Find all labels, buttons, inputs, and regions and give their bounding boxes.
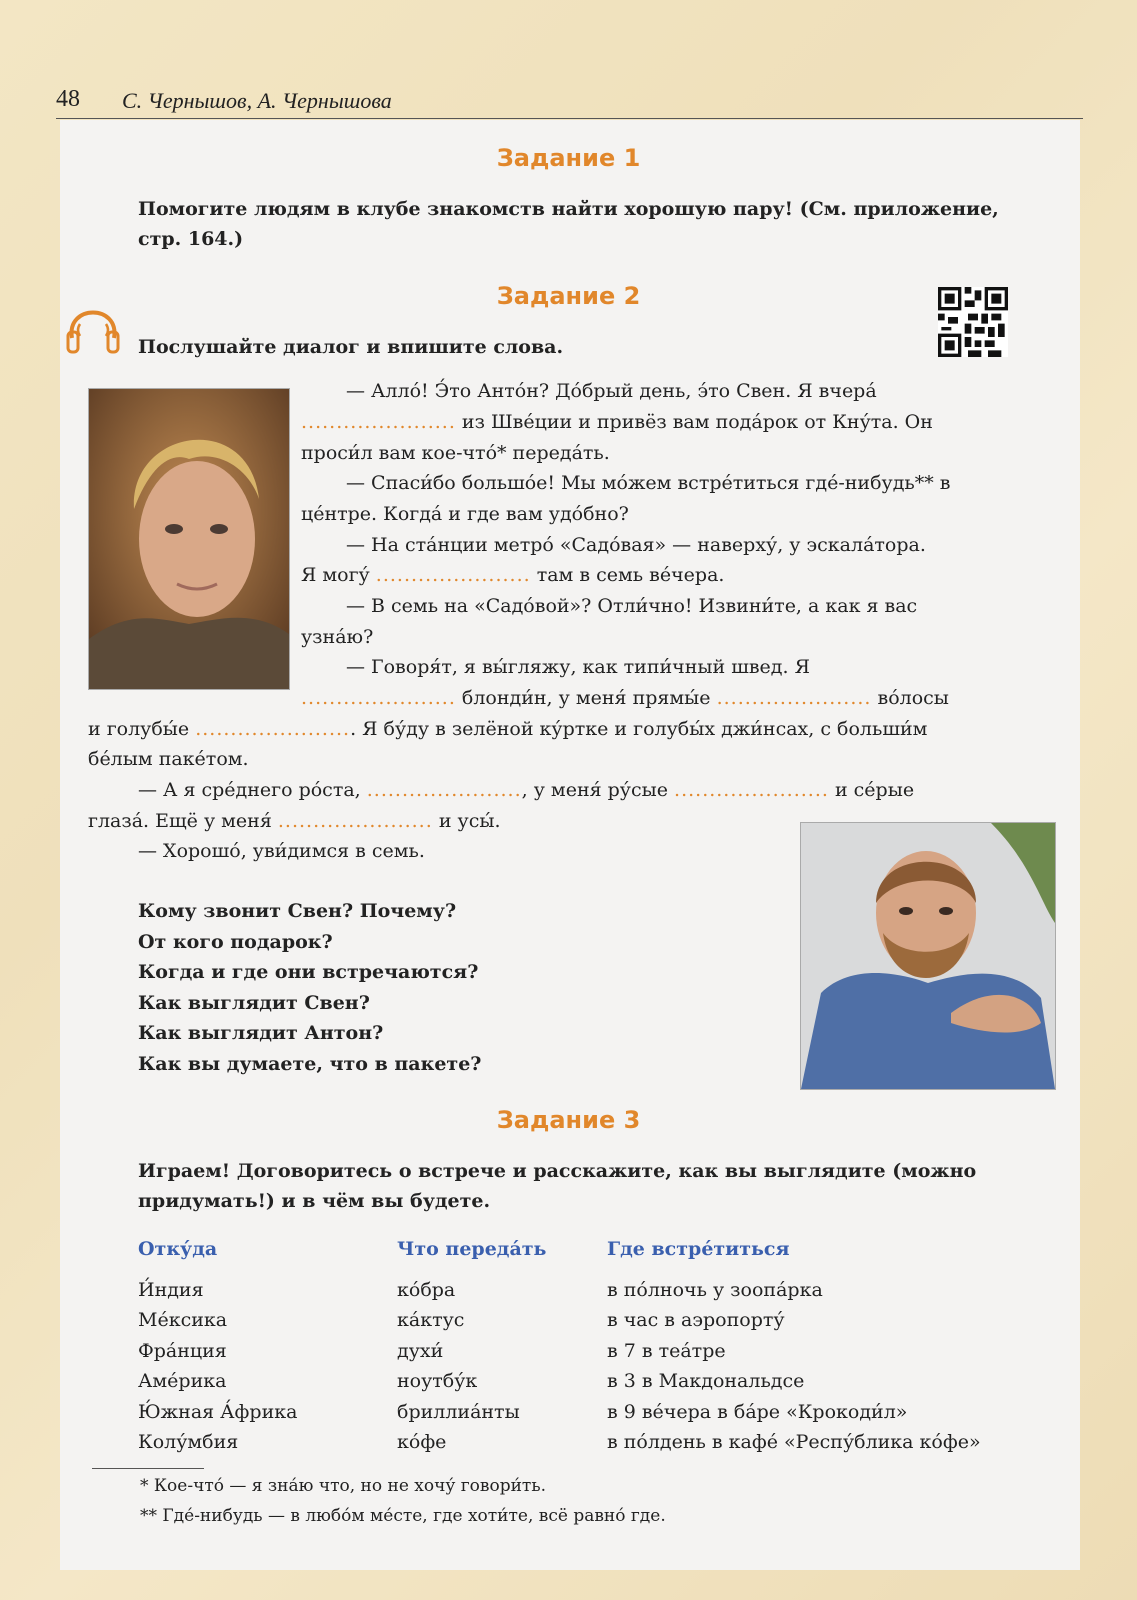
blank-4[interactable]: ...................... bbox=[716, 687, 872, 709]
footnote-divider bbox=[92, 1468, 204, 1469]
column-where bbox=[607, 1234, 981, 1458]
blank-8[interactable]: ...................... bbox=[277, 810, 433, 832]
dialog-line-10: — Говоря́т, я вы́гляжу, как типи́чный швед. Я bbox=[346, 656, 810, 678]
dialog-line-1: — Алло́! Э́то Анто́н? До́брый день, э́то Свен. Я вчера́ bbox=[346, 380, 877, 402]
cell-where: в по́лночь у зоопа́рка bbox=[607, 1278, 823, 1301]
column-what bbox=[397, 1234, 546, 1458]
cell-what: ка́ктус bbox=[397, 1309, 465, 1331]
blank-6[interactable]: ...................... bbox=[366, 779, 522, 801]
cell-from: Ю́жная А́фрика bbox=[138, 1400, 298, 1423]
dialog-line-15 bbox=[88, 806, 501, 837]
running-header bbox=[56, 84, 1083, 119]
question: От кого подарок? bbox=[138, 930, 333, 953]
dialog-line-5: це́нтре. Когда́ и где вам удо́бно? bbox=[301, 503, 629, 525]
cell-where: в по́лдень в кафе́ «Респу́блика ко́фе» bbox=[607, 1431, 981, 1453]
cell-what: ноутбу́к bbox=[397, 1370, 478, 1392]
task1-instruction-line1: Помогите людям в клубе знакомств найти хорошую пару! (См. приложение, bbox=[138, 198, 999, 220]
blank-2[interactable]: ...................... bbox=[375, 564, 531, 586]
task2-title: Задание 2 bbox=[496, 282, 641, 310]
anton-photo bbox=[800, 822, 1056, 1090]
cell-where: в час в аэропорту́ bbox=[607, 1309, 785, 1331]
dialog-line-13: бе́лым паке́том. bbox=[88, 748, 249, 770]
dialog-line-7 bbox=[301, 560, 724, 591]
cell-where: в 3 в Макдональдсе bbox=[607, 1370, 805, 1392]
footnote-2: ** Где́-нибудь — в любо́м ме́сте, где хоти́те, всё равно́ где. bbox=[140, 1506, 666, 1526]
dialog-line-2 bbox=[301, 407, 933, 438]
dialog-line-14 bbox=[138, 775, 914, 806]
headphones-icon bbox=[60, 294, 126, 370]
task1-title: Задание 1 bbox=[496, 144, 641, 172]
blank-7[interactable]: ...................... bbox=[674, 779, 829, 801]
dialog-line-8: — В семь на «Садо́вой»? Отли́чно! Извини́те, а как я вас bbox=[346, 595, 918, 617]
blank-5[interactable]: ...................... bbox=[195, 718, 351, 740]
dialog-line-4: — Спаси́бо большо́е! Мы мо́жем встре́титься где́-нибудь** в bbox=[346, 472, 951, 494]
dialog-line-7-text-b: там в семь ве́чера. bbox=[536, 564, 725, 586]
dialog-line-16: — Хорошо́, уви́димся в семь. bbox=[138, 840, 425, 862]
cell-what: ко́бра bbox=[397, 1278, 456, 1301]
cell-what: духи́ bbox=[397, 1339, 444, 1362]
cell-from: Аме́рика bbox=[138, 1370, 227, 1392]
dialog-line-11-text-b: блонди́н, у меня́ прямы́е bbox=[461, 687, 711, 709]
dialog-line-15-text-b: и усы́. bbox=[438, 810, 501, 832]
task3-instruction-line2: придумать!) и в чём вы будете. bbox=[138, 1190, 491, 1212]
question: Как выглядит Антон? bbox=[138, 1022, 384, 1044]
cell-from: И́ндия bbox=[138, 1278, 204, 1301]
dialog-line-12-text-b: . Я бу́ду в зелёной ку́ртке и голубы́х джи́нсах, с больши́м bbox=[350, 718, 928, 740]
column-header-from: Отку́да bbox=[138, 1238, 218, 1260]
cell-from: Фра́нция bbox=[138, 1339, 227, 1362]
question: Как вы думаете, что в пакете? bbox=[138, 1052, 482, 1075]
authors: С. Чернышов, А. Чернышова bbox=[122, 88, 392, 113]
column-header-where: Где встре́титься bbox=[607, 1238, 790, 1260]
task1-instruction-line2: стр. 164.) bbox=[138, 228, 244, 250]
column-from bbox=[138, 1234, 297, 1458]
footnote-1: * Кое-что́ — я зна́ю что, но не хочу́ говори́ть. bbox=[140, 1476, 546, 1496]
task3-instruction-line1: Играем! Договоритесь о встрече и расскажите, как вы выглядите (можно bbox=[138, 1160, 977, 1182]
dialog-line-2-text: из Шве́ции и привёз вам пода́рок от Кну́та. Он bbox=[461, 411, 933, 433]
dialog-line-6: — На ста́нции метро́ «Садо́вая» — наверху́, у эскала́тора. bbox=[346, 534, 926, 556]
question: Кому звонит Свен? Почему? bbox=[138, 900, 457, 922]
dialog-line-3: проси́л вам кое-что́* переда́ть. bbox=[301, 442, 610, 464]
task2-instruction: Послушайте диалог и впишите слова. bbox=[138, 336, 564, 358]
blank-1[interactable]: ...................... bbox=[301, 411, 456, 433]
dialog-line-7-text-a: Я могу́ bbox=[301, 564, 370, 586]
cell-what: бриллиа́нты bbox=[397, 1400, 520, 1423]
cell-from: Ме́ксика bbox=[138, 1309, 228, 1331]
blank-3[interactable]: ...................... bbox=[301, 687, 456, 709]
dialog-line-9: узна́ю? bbox=[301, 626, 374, 648]
dialog-line-12-text-a: и голубы́е bbox=[88, 718, 190, 740]
dialog-line-12 bbox=[88, 714, 927, 745]
dialog-line-14-text-a: — А я сре́днего ро́ста, bbox=[138, 779, 361, 801]
question: Когда и где они встречаются? bbox=[138, 961, 479, 983]
dialog-line-11-text-c: во́лосы bbox=[877, 687, 949, 709]
task3-title: Задание 3 bbox=[496, 1106, 641, 1134]
sven-photo bbox=[88, 388, 290, 690]
question: Как выглядит Свен? bbox=[138, 991, 370, 1014]
cell-from: Колу́мбия bbox=[138, 1431, 239, 1453]
dialog-line-11 bbox=[301, 683, 949, 714]
cell-where: в 9 ве́чера в ба́ре «Крокоди́л» bbox=[607, 1400, 908, 1423]
cell-where: в 7 в теа́тре bbox=[607, 1339, 726, 1362]
dialog-line-14-text-c: и се́рые bbox=[834, 779, 915, 801]
cell-what: ко́фе bbox=[397, 1431, 447, 1453]
task3-instruction bbox=[138, 1156, 1058, 1216]
dialog-line-14-text-b: , у меня́ ру́сые bbox=[521, 779, 668, 801]
page-number: 48 bbox=[56, 86, 80, 112]
column-header-what: Что переда́ть bbox=[397, 1238, 547, 1260]
task1-instruction bbox=[138, 194, 1058, 254]
dialog-line-15-text-a: глаза́. Ещё у меня́ bbox=[88, 810, 272, 832]
task2-questions bbox=[138, 896, 481, 1079]
